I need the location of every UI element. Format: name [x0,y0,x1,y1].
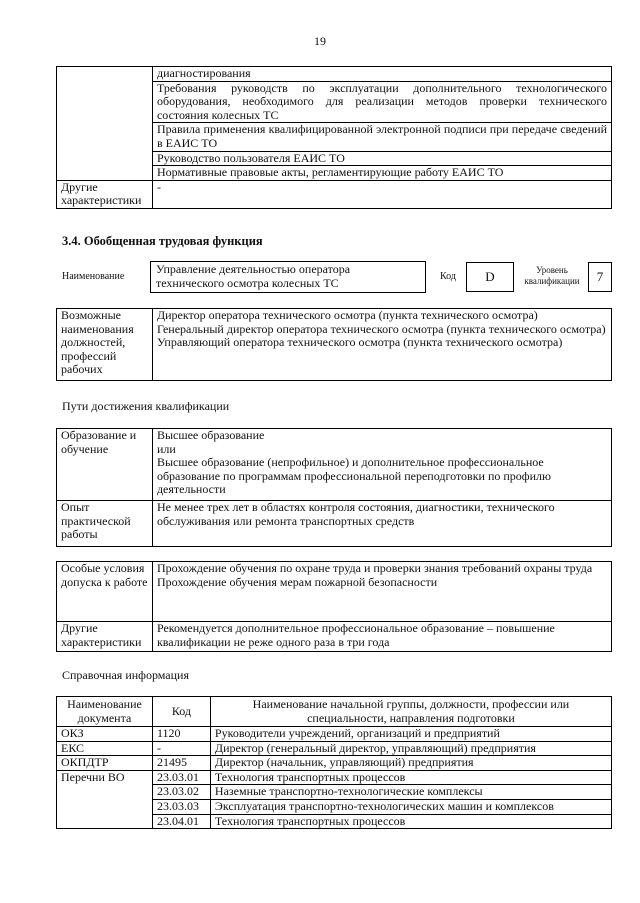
other-characteristics-value: - [152,180,611,208]
education-line: Высшее образование (непрофильное) и дополнительное профессиональное образование по программам профессиональной переподготовки по профилю деятельности [156,455,551,497]
code-cell: 23.03.03 [152,799,210,814]
other-characteristics-value: Рекомендуется дополнительное профессиональное образование – повышение квалификации не реже одного раза в три года [152,622,611,652]
reference-title: Справочная информация [62,668,189,682]
experience-value: Не менее трех лет в областях контроля состояния, диагностики, технического обслуживания или ремонта транспортных средств [152,501,611,547]
experience-label: Опыт практической работы [57,501,153,547]
code-label: Код [440,271,456,282]
position-item: Управляющий оператора технического осмотра (пункта технического осмотра) [156,335,563,350]
knowledge-item: Правила применения квалифицированной электронной подписи при передаче сведений в ЕАИС ТО [152,123,611,151]
code-cell: 1120 [152,727,210,742]
code-cell: 21495 [152,756,210,771]
knowledge-item: Требования руководств по эксплуатации дополнительного технологического оборудования, необходимого для реализации методов проверки технического состояния колесных ТС [152,81,611,123]
name-cell: Руководители учреждений, организаций и предприятий [210,727,611,742]
name-cell: Эксплуатация транспортно-технологических машин и комплексов [210,799,611,814]
doc-cell: ОКЗ [57,727,153,742]
section-title: 3.4. Обобщенная трудовая функция [62,234,263,248]
education-line: Высшее образование [156,428,265,442]
code-cell: 23.03.02 [152,785,210,800]
name-cell: Директор (начальник, управляющий) предприятия [210,756,611,771]
qualification-table [56,428,612,547]
other-characteristics-label: Другие характеристики [57,622,153,652]
name-cell: Технология транспортных процессов [210,770,611,785]
empty-label-cell [57,67,153,181]
name-cell: Директор (генеральный директор, управляющий) предприятия [210,741,611,756]
header-code: Код [152,697,210,727]
knowledge-item: диагностирования [152,67,611,82]
qualification-title: Пути достижения квалификации [62,399,230,413]
header-document: Наименование документа [57,697,153,727]
knowledge-item: Нормативные правовые акты, регламентирующие работу ЕАИС ТО [152,166,611,181]
special-condition-line: Прохождение обучения по охране труда и проверки знания требований охраны труда [156,561,593,575]
knowledge-table [56,66,612,209]
page-number: 19 [314,34,326,48]
doc-cell: ЕКС [57,741,153,756]
positions-label: Возможные наименования должностей, профессий рабочих [57,309,153,381]
table-row [57,756,612,771]
other-characteristics-label: Другие характеристики [57,180,153,208]
reference-table [56,696,612,829]
table-row [57,727,612,742]
position-item: Генеральный директор оператора технического осмотра (пункта технического осмотра) [156,321,606,336]
education-line: или [156,441,176,456]
knowledge-item: Руководство пользователя ЕАИС ТО [152,151,611,166]
conditions-table [56,561,612,652]
code-cell: 23.03.01 [152,770,210,785]
name-label: Наименование [62,271,125,282]
education-label: Образование и обучение [57,429,153,501]
doc-cell: Перечни ВО [57,770,153,828]
doc-cell: ОКПДТР [57,756,153,771]
position-item: Директор оператора технического осмотра (пункта технического осмотра) [156,308,538,322]
code-cell: 23.04.01 [152,814,210,829]
positions-table [56,308,612,381]
name-cell: Технология транспортных процессов [210,814,611,829]
special-condition-line: Прохождение обучения мерам пожарной безопасности [156,574,438,589]
code-cell: - [152,741,210,756]
function-name-box: Управление деятельностью оператора технического осмотра колесных ТС [150,261,426,293]
name-cell: Наземные транспортно-технологические комплексы [210,785,611,800]
table-row [57,741,612,756]
table-row [57,770,612,785]
level-label: Уровень квалификации [524,265,580,286]
level-value-box: 7 [588,262,612,292]
special-conditions-label: Особые условия допуска к работе [57,562,153,622]
header-name: Наименование начальной группы, должности, профессии или специальности, направления подготовки [210,697,611,727]
code-value-box: D [466,262,514,292]
